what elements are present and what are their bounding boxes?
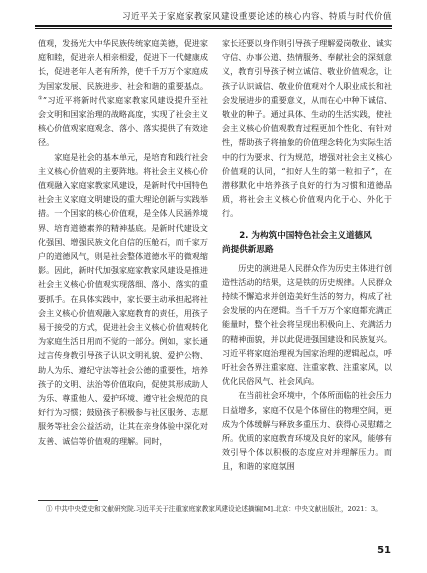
page-number: 51 xyxy=(377,545,391,556)
running-head: 习近平关于家庭家教家风建设重要论述的核心内容、特质与时代价值 xyxy=(121,12,392,22)
left-column xyxy=(38,36,208,448)
section-title xyxy=(222,229,392,257)
left-paragraph-1 xyxy=(38,36,208,150)
header-rule-thick xyxy=(35,25,392,27)
right-paragraph-1: 家长还要以身作则引导孩子理解爱岗敬业、诚实守信、办事公道、热情服务、奉献社会的深刻意义，教育引导孩子树立诚信、敬业价值观念，让孩子认识诚信、敬业价值观对个人职业成长和社会发展进步的重要意义，从而在心中种下诚信、敬业的种子。通过具体、生动的生活实践，使社会主义核心价值观教育过程更加个性化、有针对性，帮助孩子将抽象的价值理念转化为实际生活中的行为要求、行为规范，增强对社会主义核心价值观的认同，“扣好人生的第一粒扣子”，在潜移默化中培养孩子良好的行为习惯和道德品质，将社会主义核心价值观内化于心、外化于行。 xyxy=(222,38,392,219)
footnote-rule xyxy=(38,500,98,501)
left-paragraph-2: 家庭是社会的基本单元，是培育和践行社会主义核心价值观的主要阵地。将社会主义核心价值观融入家庭家教家风建设，是新时代中国特色社会主义家庭文明建设的重大理论创新与实践举措。一个国家的核心价值观，是全体人民涵养境界、培育道德素养的精神基底。是新时代建设文化强国、增强民族文化自信的压舱石，而千家万户的道德风气，则是社会整体道德水平的微观缩影。因此，新时代加强家庭家教家风建设是推进社会主义核心价值观实现落细、落小、落实的重要抓手。在具体实践中，家长要主动承担起将社会主义核心价值观融入家庭教育的责任，用孩子易于接受的方式，促进社会主义核心价值观转化为家庭生活日用而不觉的一部分。例如，家长通过言传身教引导孩子认识文明礼貌、爱护公物、助人为乐、遵纪守法等社会公德的重要性，培养孩子的文明、法治等价值取向，促使其形成助人为乐、尊重他人、爱护环境、遵守社会规范的良好行为习惯；鼓励孩子积极参与社区服务、志愿服务等社会公益活动，让其在亲身体验中深化对友善、诚信等价值观的理解。同时， xyxy=(38,151,208,446)
left-p1-tail: ”习近平将新时代家庭家教家风建设提升至社会文明和国家治理的战略高度，实现了社会主义核心价值观家庭观念、落小、落实提供了有效途径。 xyxy=(38,94,209,148)
footnote: ① 中共中央党史和文献研究院.习近平关于注重家庭家教家风建设论述摘编[M].北京：中央文献出版社，2021：3。 xyxy=(45,505,382,513)
footnote-marker: ① xyxy=(38,95,43,102)
right-column xyxy=(222,36,392,474)
section-title-line2: 尚提供新思路 xyxy=(222,244,274,255)
left-p1-text: 值观，发扬光大中华民族传统家庭美德，促进家庭和睦，促进亲人相亲相爱，促进下一代健康成长，促进老年人老有所养，使千千万万个家庭成为国家发展、民族进步、社会和谐的重要基点。 xyxy=(38,38,208,91)
header-rule-thin xyxy=(35,28,392,29)
section-title-line1: 2. 为构筑中国特色社会主义道德风 xyxy=(239,230,372,241)
right-paragraph-3: 在当前社会环境中，个体所面临的社会压力日益增多，家庭不仅是个体留住的物理空间，更成为个体缓解与释放多重压力、获得心灵慰藉之所。优质的家庭教育环境及良好的家风，能够有效引导个体以积极的态度应对并理解压力。而且，和谐的家庭氛围 xyxy=(222,390,392,472)
right-paragraph-2: 历史的演进是人民群众作为历史主体进行创造性活动的结果，这是铁的历史规律。人民群众持续不懈追求并创造美好生活的努力，构成了社会发展的内在逻辑。当千千万万个家庭都充满正能量时，整个社会将呈现出积极向上、充满活力的精神面貌，并以此促进强国建设和民族复兴。习近平将家庭治理视为国家治理的逻辑起点，呼吁社会各界注重家庭、注重家教、注重家风，以优化民俗风气、社会风向。 xyxy=(222,262,392,387)
